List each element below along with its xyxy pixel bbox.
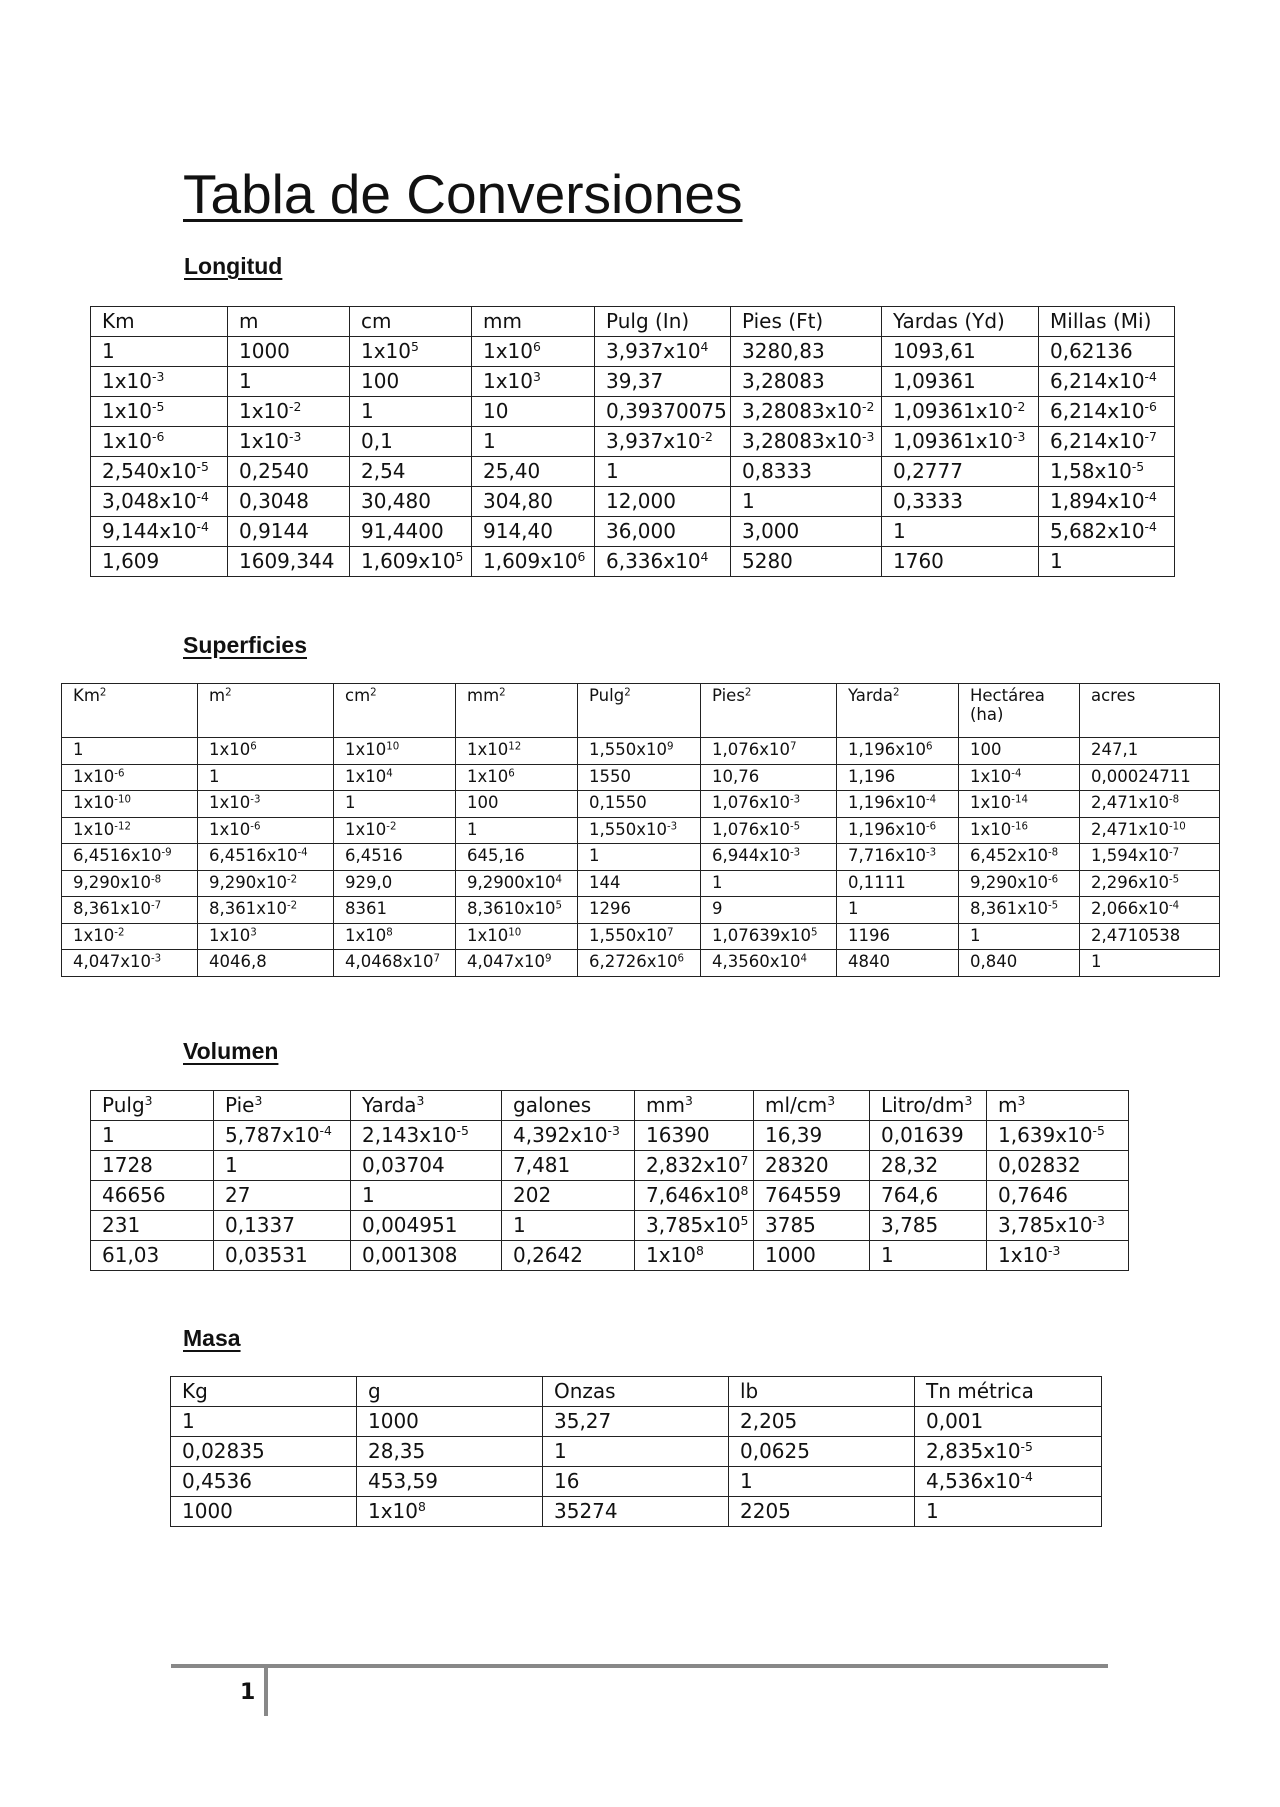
section-title-volumen: Volumen bbox=[183, 1038, 279, 1064]
table-cell: 1728 bbox=[91, 1151, 214, 1181]
table-cell: 0,001 bbox=[915, 1407, 1102, 1437]
table-cell: 453,59 bbox=[357, 1467, 543, 1497]
table-cell: $8,361x10^{-7}$ bbox=[62, 897, 198, 924]
table-cell: $9,290x10^{-8}$ bbox=[62, 870, 198, 897]
table-cell: 5280 bbox=[731, 547, 882, 577]
table-row bbox=[91, 1211, 1129, 1241]
table-cell: 28320 bbox=[754, 1151, 870, 1181]
table-cell: 46656 bbox=[91, 1181, 214, 1211]
table-cell: 1760 bbox=[882, 547, 1039, 577]
table-cell: 0,3048 bbox=[228, 487, 350, 517]
table-cell: 202 bbox=[502, 1181, 635, 1211]
table-cell: $1x10^{12}$ bbox=[456, 738, 578, 765]
table-header-row bbox=[91, 1091, 1129, 1121]
table-row bbox=[91, 337, 1175, 367]
table-cell: 0,02832 bbox=[987, 1151, 1129, 1181]
table-cell: 2,4710538 bbox=[1080, 923, 1220, 950]
table-cell: 35274 bbox=[543, 1497, 729, 1527]
table-cell: 16 bbox=[543, 1467, 729, 1497]
table-row bbox=[91, 1241, 1129, 1271]
table-cell: 144 bbox=[578, 870, 701, 897]
table-cell: 16,39 bbox=[754, 1121, 870, 1151]
table-cell: 1,09361 bbox=[882, 367, 1039, 397]
table-cell: $9,290x10^{-6}$ bbox=[959, 870, 1080, 897]
table-cell: 35,27 bbox=[543, 1407, 729, 1437]
table-cell: $1x10^{-2}$ bbox=[334, 817, 456, 844]
table-row bbox=[171, 1437, 1102, 1467]
table-cell: 1 bbox=[729, 1467, 915, 1497]
table-cell: 1 bbox=[959, 923, 1080, 950]
table-cell: $4,0468x10^7$ bbox=[334, 950, 456, 977]
table-cell: 2,205 bbox=[729, 1407, 915, 1437]
table-cell: 0,1550 bbox=[578, 791, 701, 818]
table-cell: 1 bbox=[351, 1181, 502, 1211]
table-cell: 1 bbox=[870, 1241, 987, 1271]
table-row bbox=[91, 517, 1175, 547]
table-cell: $1x10^{-3}$ bbox=[91, 367, 228, 397]
table-cell: $1x10^3$ bbox=[472, 367, 595, 397]
table-cell: $6,944x10^{-3}$ bbox=[701, 844, 837, 871]
table-cell: 0,8333 bbox=[731, 457, 882, 487]
table-cell: $6,214x10^{-4}$ bbox=[1039, 367, 1175, 397]
table-cell: 231 bbox=[91, 1211, 214, 1241]
table-cell: $3,28083x10^{-3}$ bbox=[731, 427, 882, 457]
table-cell: 3,000 bbox=[731, 517, 882, 547]
table-cell: $1,550x10^{-3}$ bbox=[578, 817, 701, 844]
table-cell: $1x10^{-3}$ bbox=[987, 1241, 1129, 1271]
table-cell: $1,076x10^7$ bbox=[701, 738, 837, 765]
table-cell: $1x10^{-6}$ bbox=[198, 817, 334, 844]
table-cell: $1,196x10^{-6}$ bbox=[837, 817, 959, 844]
table-cell: $2,143x10^{-5}$ bbox=[351, 1121, 502, 1151]
table-cell: 4046,8 bbox=[198, 950, 334, 977]
table-cell: 0,39370075 bbox=[595, 397, 731, 427]
table-cell: 1 bbox=[456, 817, 578, 844]
table-cell: 1 bbox=[214, 1151, 351, 1181]
table-cell: $4,3560x10^4$ bbox=[701, 950, 837, 977]
table-cell: $1x10^8$ bbox=[635, 1241, 754, 1271]
table-volumen bbox=[90, 1090, 1129, 1271]
table-cell: 1 bbox=[701, 870, 837, 897]
column-header: Tn métrica bbox=[915, 1377, 1102, 1407]
table-cell: $8,361x10^{-2}$ bbox=[198, 897, 334, 924]
table-cell: $5,787x10^{-4}$ bbox=[214, 1121, 351, 1151]
table-cell: 12,000 bbox=[595, 487, 731, 517]
table-cell: 764559 bbox=[754, 1181, 870, 1211]
table-cell: 0,62136 bbox=[1039, 337, 1175, 367]
table-row bbox=[62, 950, 1220, 977]
column-header: Pulg (In) bbox=[595, 307, 731, 337]
table-cell: $1,550x10^7$ bbox=[578, 923, 701, 950]
section-title-superficies: Superficies bbox=[183, 632, 307, 658]
table-cell: $1x10^3$ bbox=[198, 923, 334, 950]
table-cell: $1x10^{-3}$ bbox=[198, 791, 334, 818]
column-header: Pies$^2$ bbox=[701, 684, 837, 738]
table-cell: 8361 bbox=[334, 897, 456, 924]
table-cell: $6,4516x10^{-4}$ bbox=[198, 844, 334, 871]
table-cell: $2,066x10^{-4}$ bbox=[1080, 897, 1220, 924]
table-cell: $1x10^4$ bbox=[334, 764, 456, 791]
table-cell: 3785 bbox=[754, 1211, 870, 1241]
table-cell: 3280,83 bbox=[731, 337, 882, 367]
table-cell: 3,785 bbox=[870, 1211, 987, 1241]
table-cell: 1 bbox=[502, 1211, 635, 1241]
table-cell: $1,609x10^6$ bbox=[472, 547, 595, 577]
table-cell: 1 bbox=[882, 517, 1039, 547]
table-header-row bbox=[171, 1377, 1102, 1407]
column-header: galones bbox=[502, 1091, 635, 1121]
table-row bbox=[91, 547, 1175, 577]
table-cell: $6,214x10^{-7}$ bbox=[1039, 427, 1175, 457]
table-cell: $3,785x10^{-3}$ bbox=[987, 1211, 1129, 1241]
table-cell: $3,937x10^{-2}$ bbox=[595, 427, 731, 457]
column-header: $mm^3$ bbox=[635, 1091, 754, 1121]
table-cell: 0,1 bbox=[350, 427, 472, 457]
table-cell: 0,01639 bbox=[870, 1121, 987, 1151]
table-cell: 1000 bbox=[228, 337, 350, 367]
column-header: $ml/cm^3$ bbox=[754, 1091, 870, 1121]
table-cell: $2,832x10^7$ bbox=[635, 1151, 754, 1181]
table-cell: $1x10^{10}$ bbox=[334, 738, 456, 765]
table-cell: $8,3610x10^5$ bbox=[456, 897, 578, 924]
table-cell: 6,4516 bbox=[334, 844, 456, 871]
column-header: Kg bbox=[171, 1377, 357, 1407]
table-cell: $1,09361x10^{-2}$ bbox=[882, 397, 1039, 427]
table-cell: $4,047x10^9$ bbox=[456, 950, 578, 977]
table-cell: 25,40 bbox=[472, 457, 595, 487]
table-cell: 100 bbox=[350, 367, 472, 397]
table-row bbox=[91, 367, 1175, 397]
table-cell: $1x10^{-3}$ bbox=[228, 427, 350, 457]
table-cell: 100 bbox=[456, 791, 578, 818]
table-cell: 1 bbox=[837, 897, 959, 924]
table-cell: $1,076x10^{-5}$ bbox=[701, 817, 837, 844]
table-cell: 2205 bbox=[729, 1497, 915, 1527]
table-cell: $3,785x10^5$ bbox=[635, 1211, 754, 1241]
table-cell: $1x10^{-2}$ bbox=[228, 397, 350, 427]
table-cell: 1 bbox=[578, 844, 701, 871]
table-cell: $1x10^{-4}$ bbox=[959, 764, 1080, 791]
table-cell: $6,336x10^4$ bbox=[595, 547, 731, 577]
table-cell: 0,7646 bbox=[987, 1181, 1129, 1211]
table-cell: 1 bbox=[334, 791, 456, 818]
table-header-row bbox=[91, 307, 1175, 337]
column-header: $mm^2$ bbox=[456, 684, 578, 738]
table-row bbox=[91, 1121, 1129, 1151]
table-row bbox=[62, 897, 1220, 924]
table-row bbox=[62, 738, 1220, 765]
table-cell: $1x10^{-5}$ bbox=[91, 397, 228, 427]
table-row bbox=[62, 791, 1220, 818]
table-cell: 3,28083 bbox=[731, 367, 882, 397]
table-cell: $2,835x10^{-5}$ bbox=[915, 1437, 1102, 1467]
table-cell: 91,4400 bbox=[350, 517, 472, 547]
column-header: Onzas bbox=[543, 1377, 729, 1407]
table-masa bbox=[170, 1376, 1102, 1527]
table-cell: $1x10^{-6}$ bbox=[62, 764, 198, 791]
table-cell: 1 bbox=[543, 1437, 729, 1467]
table-cell: 0,03531 bbox=[214, 1241, 351, 1271]
table-cell: $5,682x10^{-4}$ bbox=[1039, 517, 1175, 547]
table-cell: 1 bbox=[91, 1121, 214, 1151]
footer-rule bbox=[171, 1664, 1108, 1668]
table-cell: 28,32 bbox=[870, 1151, 987, 1181]
table-cell: 1 bbox=[731, 487, 882, 517]
table-cell: $1,550x10^9$ bbox=[578, 738, 701, 765]
table-cell: 1 bbox=[228, 367, 350, 397]
table-cell: 2,54 bbox=[350, 457, 472, 487]
table-row bbox=[62, 844, 1220, 871]
table-cell: $9,290x10^{-2}$ bbox=[198, 870, 334, 897]
table-cell: 1296 bbox=[578, 897, 701, 924]
column-header: Yardas (Yd) bbox=[882, 307, 1039, 337]
table-row bbox=[91, 1151, 1129, 1181]
table-cell: $4,047x10^{-3}$ bbox=[62, 950, 198, 977]
table-cell: $1x10^{-12}$ bbox=[62, 817, 198, 844]
column-header: mm bbox=[472, 307, 595, 337]
table-cell: $6,452x10^{-8}$ bbox=[959, 844, 1080, 871]
column-header: Litro/$dm^3$ bbox=[870, 1091, 987, 1121]
table-cell: 9 bbox=[701, 897, 837, 924]
table-cell: $1,594x10^{-7}$ bbox=[1080, 844, 1220, 871]
table-cell: 0,4536 bbox=[171, 1467, 357, 1497]
table-cell: 1 bbox=[91, 337, 228, 367]
table-cell: $2,471x10^{-8}$ bbox=[1080, 791, 1220, 818]
table-longitud bbox=[90, 306, 1175, 577]
table-cell: $6,4516x10^{-9}$ bbox=[62, 844, 198, 871]
column-header: $cm^2$ bbox=[334, 684, 456, 738]
table-cell: $8,361x10^{-5}$ bbox=[959, 897, 1080, 924]
table-cell: $1x10^5$ bbox=[350, 337, 472, 367]
table-cell: 914,40 bbox=[472, 517, 595, 547]
table-cell: $1x10^{-6}$ bbox=[91, 427, 228, 457]
column-header: lb bbox=[729, 1377, 915, 1407]
table-cell: 1093,61 bbox=[882, 337, 1039, 367]
table-cell: 1 bbox=[1080, 950, 1220, 977]
table-cell: $1,196x10^{-4}$ bbox=[837, 791, 959, 818]
table-row bbox=[62, 817, 1220, 844]
table-cell: $1x10^{-2}$ bbox=[62, 923, 198, 950]
table-cell: 1,609 bbox=[91, 547, 228, 577]
table-cell: 1 bbox=[472, 427, 595, 457]
table-cell: $1,609x10^5$ bbox=[350, 547, 472, 577]
table-cell: 10,76 bbox=[701, 764, 837, 791]
table-cell: 30,480 bbox=[350, 487, 472, 517]
table-cell: $1x10^8$ bbox=[357, 1497, 543, 1527]
table-cell: 1609,344 bbox=[228, 547, 350, 577]
table-cell: $2,540x10^{-5}$ bbox=[91, 457, 228, 487]
table-cell: $1,07639x10^5$ bbox=[701, 923, 837, 950]
table-cell: $6,2726x10^6$ bbox=[578, 950, 701, 977]
section-title-longitud: Longitud bbox=[184, 253, 283, 279]
page-title: Tabla de Conversiones bbox=[183, 163, 743, 225]
table-cell: $1x10^6$ bbox=[472, 337, 595, 367]
column-header: acres bbox=[1080, 684, 1220, 738]
table-cell: 0,00024711 bbox=[1080, 764, 1220, 791]
table-cell: $1x10^8$ bbox=[334, 923, 456, 950]
table-row bbox=[62, 870, 1220, 897]
table-cell: 1000 bbox=[171, 1497, 357, 1527]
table-cell: $1,894x10^{-4}$ bbox=[1039, 487, 1175, 517]
table-cell: $4,536x10^{-4}$ bbox=[915, 1467, 1102, 1497]
table-cell: 1 bbox=[915, 1497, 1102, 1527]
table-cell: 100 bbox=[959, 738, 1080, 765]
column-header: Yarda$^2$ bbox=[837, 684, 959, 738]
table-cell: 1550 bbox=[578, 764, 701, 791]
table-cell: $7,716x10^{-3}$ bbox=[837, 844, 959, 871]
table-row bbox=[62, 923, 1220, 950]
table-cell: 61,03 bbox=[91, 1241, 214, 1271]
table-cell: 27 bbox=[214, 1181, 351, 1211]
table-cell: $9,144x10^{-4}$ bbox=[91, 517, 228, 547]
table-cell: 645,16 bbox=[456, 844, 578, 871]
table-row bbox=[171, 1497, 1102, 1527]
column-header: cm bbox=[350, 307, 472, 337]
table-cell: $1,196x10^6$ bbox=[837, 738, 959, 765]
table-cell: 0,9144 bbox=[228, 517, 350, 547]
table-cell: 0,0625 bbox=[729, 1437, 915, 1467]
column-header: Hectárea (ha) bbox=[959, 684, 1080, 738]
column-header: Pies (Ft) bbox=[731, 307, 882, 337]
table-cell: 1 bbox=[198, 764, 334, 791]
table-cell: 0,001308 bbox=[351, 1241, 502, 1271]
page-number: 1 bbox=[240, 1680, 256, 1705]
column-header: Yarda$^3$ bbox=[351, 1091, 502, 1121]
table-cell: $2,296x10^{-5}$ bbox=[1080, 870, 1220, 897]
table-row bbox=[62, 764, 1220, 791]
table-cell: 0,2642 bbox=[502, 1241, 635, 1271]
column-header: $m^2$ bbox=[198, 684, 334, 738]
table-cell: 0,2540 bbox=[228, 457, 350, 487]
table-cell: $1x10^{-16}$ bbox=[959, 817, 1080, 844]
table-cell: $1x10^6$ bbox=[456, 764, 578, 791]
table-cell: 0,1337 bbox=[214, 1211, 351, 1241]
table-row bbox=[91, 457, 1175, 487]
column-header: g bbox=[357, 1377, 543, 1407]
column-header: $m^3$ bbox=[987, 1091, 1129, 1121]
table-cell: 0,02835 bbox=[171, 1437, 357, 1467]
column-header: Km bbox=[91, 307, 228, 337]
table-cell: 0,3333 bbox=[882, 487, 1039, 517]
table-cell: 1,196 bbox=[837, 764, 959, 791]
table-cell: $1,09361x10^{-3}$ bbox=[882, 427, 1039, 457]
table-cell: $6,214x10^{-6}$ bbox=[1039, 397, 1175, 427]
table-cell: 36,000 bbox=[595, 517, 731, 547]
table-cell: 304,80 bbox=[472, 487, 595, 517]
table-cell: 0,004951 bbox=[351, 1211, 502, 1241]
table-cell: $4,392x10^{-3}$ bbox=[502, 1121, 635, 1151]
column-header: m bbox=[228, 307, 350, 337]
table-cell: $3,937x10^4$ bbox=[595, 337, 731, 367]
table-row bbox=[171, 1467, 1102, 1497]
table-cell: 7,481 bbox=[502, 1151, 635, 1181]
table-cell: $1,076x10^{-3}$ bbox=[701, 791, 837, 818]
table-row bbox=[171, 1407, 1102, 1437]
table-cell: 0,1111 bbox=[837, 870, 959, 897]
table-row bbox=[91, 397, 1175, 427]
column-header: Pulg$^3$ bbox=[91, 1091, 214, 1121]
column-header: Millas (Mi) bbox=[1039, 307, 1175, 337]
table-cell: $2,471x10^{-10}$ bbox=[1080, 817, 1220, 844]
table-cell: 0,2777 bbox=[882, 457, 1039, 487]
table-cell: 764,6 bbox=[870, 1181, 987, 1211]
table-cell: 1 bbox=[171, 1407, 357, 1437]
column-header: Pulg$^2$ bbox=[578, 684, 701, 738]
table-cell: 247,1 bbox=[1080, 738, 1220, 765]
table-cell: $7,646x10^8$ bbox=[635, 1181, 754, 1211]
table-cell: 28,35 bbox=[357, 1437, 543, 1467]
table-cell: $3,28083x10^{-2}$ bbox=[731, 397, 882, 427]
column-header: Pie$^3$ bbox=[214, 1091, 351, 1121]
table-cell: 1 bbox=[1039, 547, 1175, 577]
table-cell: 1 bbox=[350, 397, 472, 427]
table-cell: 1 bbox=[62, 738, 198, 765]
table-row bbox=[91, 487, 1175, 517]
table-cell: $1x10^6$ bbox=[198, 738, 334, 765]
table-superficies bbox=[61, 683, 1220, 977]
table-row bbox=[91, 1181, 1129, 1211]
table-cell: $1x10^{10}$ bbox=[456, 923, 578, 950]
table-cell: 0,840 bbox=[959, 950, 1080, 977]
table-cell: 929,0 bbox=[334, 870, 456, 897]
table-cell: 1 bbox=[595, 457, 731, 487]
table-cell: 1196 bbox=[837, 923, 959, 950]
table-cell: 39,37 bbox=[595, 367, 731, 397]
table-cell: 16390 bbox=[635, 1121, 754, 1151]
table-cell: 10 bbox=[472, 397, 595, 427]
table-header-row bbox=[62, 684, 1220, 738]
footer-divider bbox=[264, 1664, 268, 1716]
table-cell: $9,2900x10^4$ bbox=[456, 870, 578, 897]
section-title-masa: Masa bbox=[183, 1325, 241, 1351]
table-cell: $1x10^{-10}$ bbox=[62, 791, 198, 818]
table-cell: 0,03704 bbox=[351, 1151, 502, 1181]
table-cell: $1,639x10^{-5}$ bbox=[987, 1121, 1129, 1151]
table-cell: 1000 bbox=[754, 1241, 870, 1271]
table-cell: 1000 bbox=[357, 1407, 543, 1437]
table-cell: $3,048x10^{-4}$ bbox=[91, 487, 228, 517]
table-cell: $1x10^{-14}$ bbox=[959, 791, 1080, 818]
table-cell: $1,58x10^{-5}$ bbox=[1039, 457, 1175, 487]
table-cell: 4840 bbox=[837, 950, 959, 977]
column-header: Km$^2$ bbox=[62, 684, 198, 738]
table-row bbox=[91, 427, 1175, 457]
